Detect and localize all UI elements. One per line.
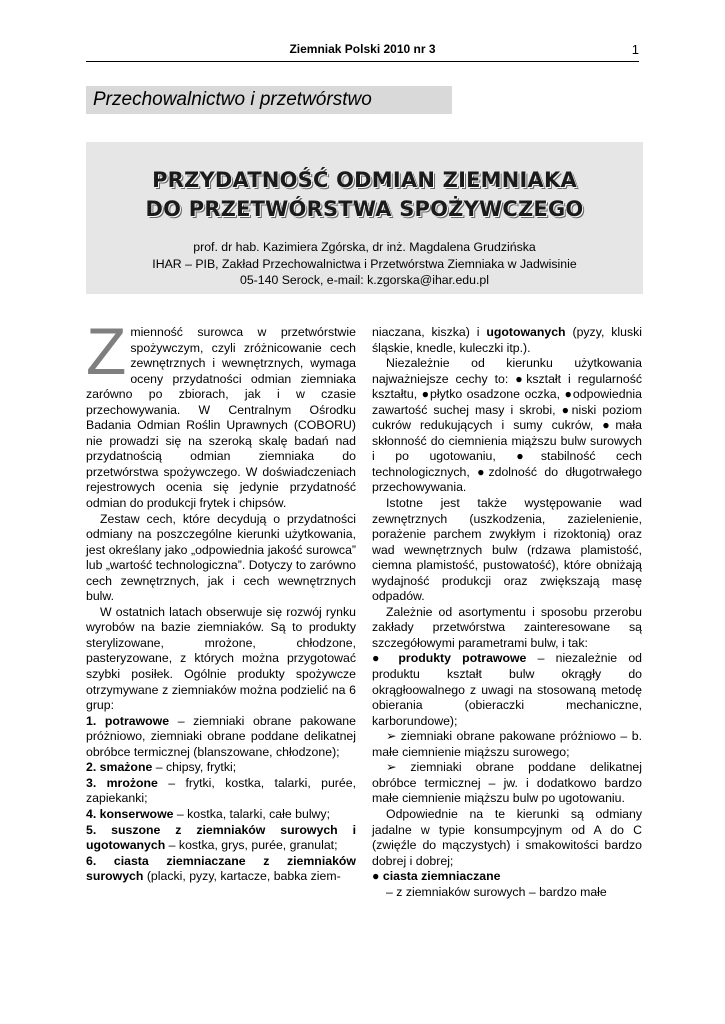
paragraph — [372, 325, 642, 356]
list-item — [86, 760, 356, 776]
page-number: 1 — [631, 42, 639, 57]
group-label: 2. smażone — [86, 760, 153, 775]
dash-item: – z ziemniaków surowych – bardzo małe — [386, 884, 607, 899]
paragraph: Niezależnie od kierunku użytkowania najważniejsze cechy to: ●kształt i regularność kształtu, ●płytko osadzone oczka, ●odpowiednia zawartość suchej masy i skrobi, ●niski poziom cukrów redukujących i sumy cukrów, ●mała skłonność do ciemnienia miąższu bulw surowych i po ugotowaniu, ●stabilność cech technologicznych, ●zdolność do długotrwałego przechowywania. — [372, 356, 642, 495]
bullet-label: produkty potrawowe — [398, 651, 527, 666]
affiliation: IHAR – PIB, Zakład Przechowalnictwa i Przetwórstwa Ziemniaka w Jadwisinie — [152, 257, 577, 271]
column-left — [86, 314, 356, 885]
text: niaczana, kiszka) i — [372, 325, 487, 339]
drop-cap: Z — [86, 314, 127, 388]
group-text: – chipsy, frytki; — [152, 760, 237, 775]
group-text: – frytki, kostka, talarki, purée, zapiekanki; — [86, 775, 356, 806]
group-text: – kostka, talarki, całe bulwy; — [173, 806, 330, 821]
group-label: 1. potrawowe — [86, 713, 170, 728]
column-right — [372, 325, 642, 900]
journal-header: Ziemniak Polski 2010 nr 3 — [289, 42, 436, 56]
group-label: 3. mrożone — [86, 775, 158, 790]
sub-bullet: ➢ ziemniaki obrane poddane delikatnej obróbce termicznej – jw. i dodatkowo bardzo małe ciemnienie miąższu bulw po ugotowaniu. — [372, 760, 642, 806]
bullet-item — [372, 869, 642, 885]
text: (pyzy, kluski śląskie, knedle, kuleczki itp.). — [372, 325, 642, 355]
bullet-item — [372, 651, 642, 729]
bullet-text: – niezależnie od produktu kształt bulw okrągły do okrągłoowalnego z uwagi na stosowaną metodę obierania (obieraczki mechaniczne, karborundowe); — [372, 651, 642, 728]
group-text: – ziemniaki obrane pakowane próżniowo, ziemniaki obrane poddane delikatnej obróbce termicznej (blanszowane, chłodzone); — [86, 713, 356, 759]
section-label: Przechowalnictwo i przetwórstwo — [86, 86, 452, 114]
address: 05-140 Serock, e-mail: k.zgorska@ihar.edu.pl — [240, 273, 489, 287]
intro-paragraph — [86, 314, 356, 512]
bullet-icon: ● — [372, 869, 383, 884]
list-item — [86, 807, 356, 823]
group-label: 5. suszone z ziemniaków surowych i ugotowanych — [86, 822, 356, 853]
authors: prof. dr hab. Kazimiera Zgórska, dr inż. Magdalena Grudzińska — [193, 240, 536, 254]
intro-text: mienność surowca w przetwórstwie spożywczym, czyli zróżnicowanie cech zewnętrznych i wewnętrznych, wymaga oceny przydatności odmian ziemniaka zarówno po zbiorach, jak i w czasie przechowywania. W Centralnym Ośrodku Badania Odmian Roślin Uprawnych (COBORU) nie prowadzi się na szeroką skalę badań nad przydatnością odmian ziemniaka do przetwórstwa spożywczego. W doświadczeniach rejestrowych ocenia się jedynie przydatność odmian do produkcji frytek i chipsów. — [86, 325, 356, 511]
paragraph: W ostatnich latach obserwuje się rozwój rynku wyrobów na bazie ziemniaków. Są to produkty sterylizowane, mrożone, chłodzone, pasteryzowane, z których można przygotować szybki posiłek. Ogólnie produkty spożywcze otrzymywane z ziemniaków można podzielić na 6 grup: — [86, 604, 356, 713]
header-rule — [86, 61, 639, 62]
list-item — [86, 823, 356, 854]
group-text: – kostka, grys, purée, granulat; — [165, 838, 338, 853]
emphasis: ugotowanych — [486, 325, 566, 339]
paragraph: Istotne jest także występowanie wad zewnętrznych (uszkodzenia, zazielenienie, porażenie parchem zwykłym i rizoktonią) oraz wad wewnętrznych bulw (rdzawa plamistość, ciemna plamistość, pustowatość), które obniżają wydajność produkcji oraz zwiększają masę odpadów. — [372, 496, 642, 604]
list-item — [86, 714, 356, 761]
paragraph: Zależnie od asortymentu i sposobu przerobu zakłady przetwórstwa zainteresowane są szczegółowymi parametrami bulw, i tak: — [372, 604, 642, 650]
paragraph: Zestaw cech, które decydują o przydatności odmiany na poszczególne kierunki użytkowania, jest określany jako „odpowiednia jakość surowca” lub „wartość technologiczna”. Dotyczy to zarówno cech zewnętrznych, jak i cech wewnętrznych bulw. — [86, 511, 356, 604]
article-title-line-2: DO PRZETWÓRSTWA SPOŻYWCZEGO — [145, 197, 584, 221]
list-item — [86, 776, 356, 807]
group-label: 4. konserwowe — [86, 806, 174, 821]
bullet-icon: ● — [372, 651, 399, 666]
list-item — [86, 854, 356, 885]
paragraph: Odpowiednie na te kierunki są odmiany jadalne w typie konsumpcyjnym od A do C (zwięźle do mączystych) i smakowitości bardzo dobrej i dobrej; — [372, 806, 642, 868]
sub-bullet: ➢ ziemniaki obrane pakowane próżniowo – b. małe ciemnienie miąższu surowego; — [372, 729, 642, 759]
article-title-line-1: PRZYDATNOŚĆ ODMIAN ZIEMNIAKA — [152, 168, 577, 192]
bullet-label: ciasta ziemniaczane — [382, 869, 501, 884]
title-box — [86, 142, 643, 294]
group-text: (placki, pyzy, kartacze, babka ziem- — [143, 869, 341, 884]
group-label: 6. ciasta ziemniaczane z ziemniaków surowych — [86, 853, 356, 884]
